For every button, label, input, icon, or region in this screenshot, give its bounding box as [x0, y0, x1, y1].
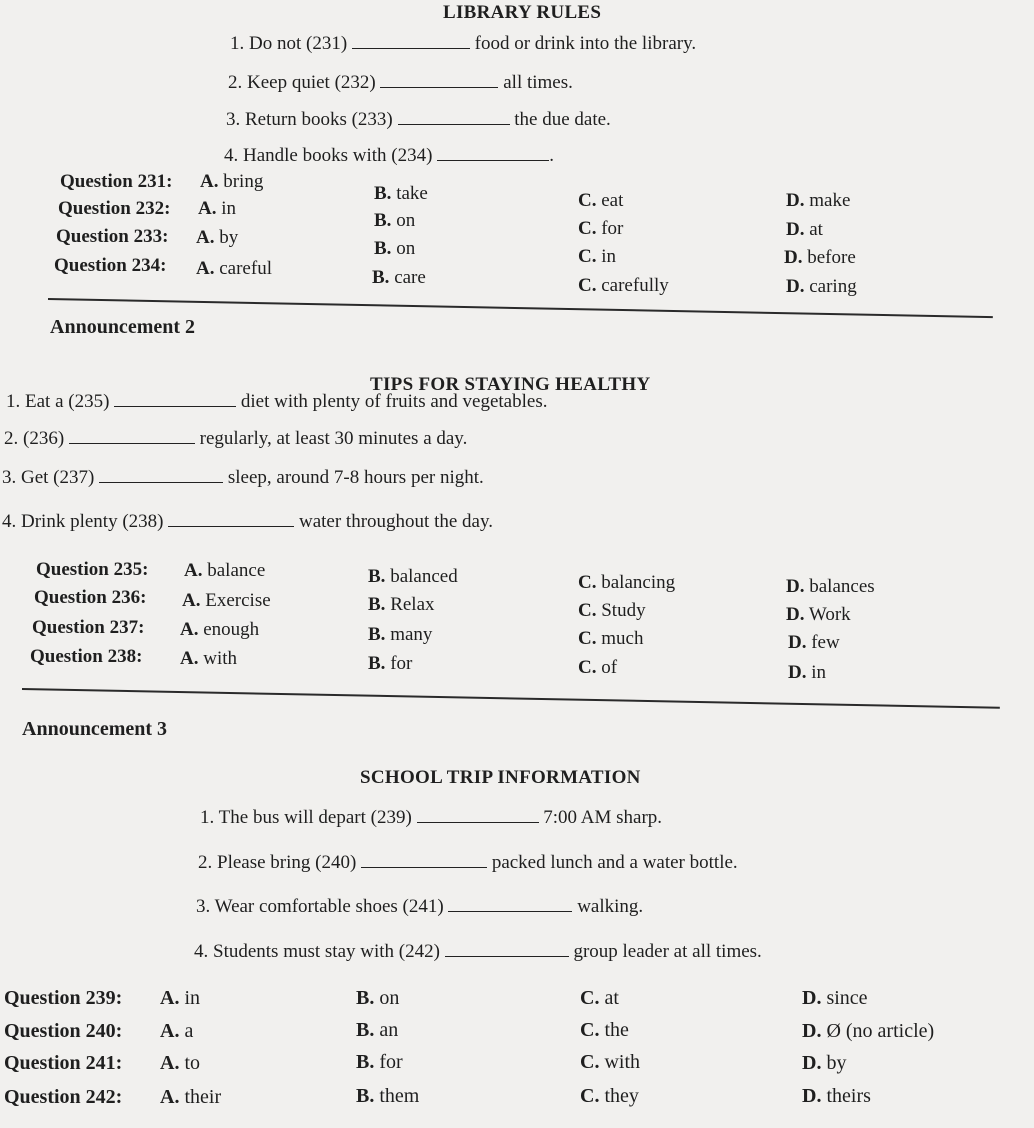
question-233-option-c: C. in [578, 246, 617, 267]
question-239-option-d: D. since [802, 987, 868, 1009]
trip-item-4 [194, 940, 762, 963]
question-239-option-b: B. on [356, 987, 400, 1009]
question-232-option-d: D. at [786, 219, 823, 240]
item-text: . [549, 145, 554, 166]
answer-blank [361, 851, 487, 868]
item-text: sleep, around 7-8 hours per night. [227, 467, 484, 488]
question-233-option-b: B. on [374, 238, 416, 259]
question-234-option-d: D. caring [786, 276, 857, 297]
library-item-3 [226, 108, 611, 131]
item-text: 2. Keep quiet (232) [228, 72, 376, 93]
question-234-label: Question 234: [54, 255, 167, 276]
trip-item-2 [198, 851, 738, 874]
answer-blank [417, 806, 539, 823]
item-text: 7:00 AM sharp. [543, 807, 663, 828]
question-231-option-c: C. eat [578, 190, 624, 211]
trip-item-3 [196, 895, 643, 918]
question-234-option-c: C. carefully [578, 275, 669, 296]
answer-blank [99, 466, 223, 483]
question-231-option-b: B. take [374, 183, 428, 204]
question-233-option-d: D. before [784, 247, 856, 268]
item-text: 2. (236) [4, 428, 65, 449]
item-text: 2. Please bring (240) [198, 852, 357, 873]
item-text: 4. Handle books with (234) [224, 145, 433, 166]
question-235-option-d: D. balances [786, 576, 875, 597]
library-item-1 [230, 32, 696, 55]
question-234-option-a: A. careful [196, 258, 272, 279]
item-text: 1. Do not (231) [230, 33, 348, 54]
library-item-4 [224, 144, 554, 167]
answer-blank [168, 510, 294, 527]
item-text: all times. [503, 72, 573, 93]
library-title: LIBRARY RULES [443, 2, 602, 23]
answer-blank [114, 390, 236, 407]
item-text: 3. Get (237) [2, 467, 95, 488]
announcement-3-heading: Announcement 3 [22, 718, 168, 740]
item-text: 4. Students must stay with (242) [194, 941, 440, 962]
question-242-option-a: A. their [160, 1086, 222, 1108]
answer-blank [448, 895, 572, 912]
question-238-option-b: B. for [368, 653, 413, 674]
question-240-option-c: C. the [580, 1019, 629, 1041]
item-text: the due date. [514, 109, 611, 130]
question-237-label: Question 237: [32, 617, 145, 638]
question-238-option-c: C. of [578, 657, 618, 678]
item-text: diet with plenty of fruits and vegetables. [240, 391, 548, 412]
health-item-4 [2, 510, 493, 533]
question-241-option-d: D. by [802, 1052, 847, 1074]
question-236-option-c: C. Study [578, 600, 646, 621]
item-text: regularly, at least 30 minutes a day. [199, 428, 468, 449]
question-231-label: Question 231: [60, 171, 173, 192]
question-233-label: Question 233: [56, 226, 169, 247]
trip-item-1 [200, 806, 662, 829]
health-item-2 [4, 427, 467, 450]
question-240-option-b: B. an [356, 1019, 399, 1041]
question-237-option-c: C. much [578, 628, 644, 649]
item-text: food or drink into the library. [474, 33, 697, 54]
question-234-option-b: B. care [372, 267, 426, 288]
item-text: 3. Return books (233) [226, 109, 393, 130]
question-241-label: Question 241: [4, 1052, 123, 1074]
question-232-label: Question 232: [58, 198, 171, 219]
question-231-option-d: D. make [786, 190, 851, 211]
question-237-option-a: A. enough [180, 619, 260, 640]
question-238-option-d: D. in [788, 662, 827, 683]
question-241-option-c: C. with [580, 1051, 641, 1073]
answer-blank [69, 427, 195, 444]
item-text: water throughout the day. [298, 511, 493, 532]
question-240-option-a: A. a [160, 1020, 194, 1042]
question-238-option-a: A. with [180, 648, 238, 669]
question-239-option-c: C. at [580, 987, 619, 1009]
item-text: 1. Eat a (235) [6, 391, 110, 412]
question-236-option-d: D. Work [786, 604, 851, 625]
question-240-option-d: D. Ø (no article) [802, 1020, 935, 1042]
answer-blank [380, 71, 498, 88]
question-232-option-c: C. for [578, 218, 624, 239]
item-text: 1. The bus will depart (239) [200, 807, 412, 828]
item-text: group leader at all times. [573, 941, 762, 962]
question-232-option-a: A. in [198, 198, 237, 219]
question-237-option-b: B. many [368, 624, 433, 645]
answer-blank [437, 144, 549, 161]
health-item-3 [2, 466, 484, 489]
answer-blank [445, 940, 569, 957]
item-text: walking. [577, 896, 644, 917]
library-item-2 [228, 71, 573, 94]
question-239-option-a: A. in [160, 987, 201, 1009]
answer-blank [398, 108, 510, 125]
item-text: 3. Wear comfortable shoes (241) [196, 896, 444, 917]
question-242-label: Question 242: [4, 1086, 123, 1108]
announcement-2-title: TIPS FOR STAYING HEALTHY [370, 374, 651, 395]
question-231-option-a: A. bring [200, 171, 264, 192]
announcement-2-heading: Announcement 2 [50, 316, 196, 338]
question-236-option-b: B. Relax [368, 594, 435, 615]
question-238-label: Question 238: [30, 646, 143, 667]
question-235-option-b: B. balanced [368, 566, 458, 587]
question-242-option-d: D. theirs [802, 1085, 871, 1107]
question-237-option-d: D. few [788, 632, 840, 653]
question-233-option-a: A. by [196, 227, 239, 248]
question-236-label: Question 236: [34, 587, 147, 608]
announcement-3-title: SCHOOL TRIP INFORMATION [360, 767, 641, 788]
question-239-label: Question 239: [4, 987, 123, 1009]
question-235-option-c: C. balancing [578, 572, 676, 593]
question-236-option-a: A. Exercise [182, 590, 271, 611]
question-241-option-a: A. to [160, 1052, 201, 1074]
question-235-option-a: A. balance [184, 560, 266, 581]
question-241-option-b: B. for [356, 1051, 403, 1073]
question-232-option-b: B. on [374, 210, 416, 231]
question-240-label: Question 240: [4, 1020, 123, 1042]
question-235-label: Question 235: [36, 559, 149, 580]
answer-blank [352, 32, 470, 49]
health-item-1 [6, 390, 547, 413]
question-242-option-c: C. they [580, 1085, 639, 1107]
item-text: 4. Drink plenty (238) [2, 511, 164, 532]
section-divider [22, 688, 1000, 709]
item-text: packed lunch and a water bottle. [491, 852, 738, 873]
question-242-option-b: B. them [356, 1085, 420, 1107]
